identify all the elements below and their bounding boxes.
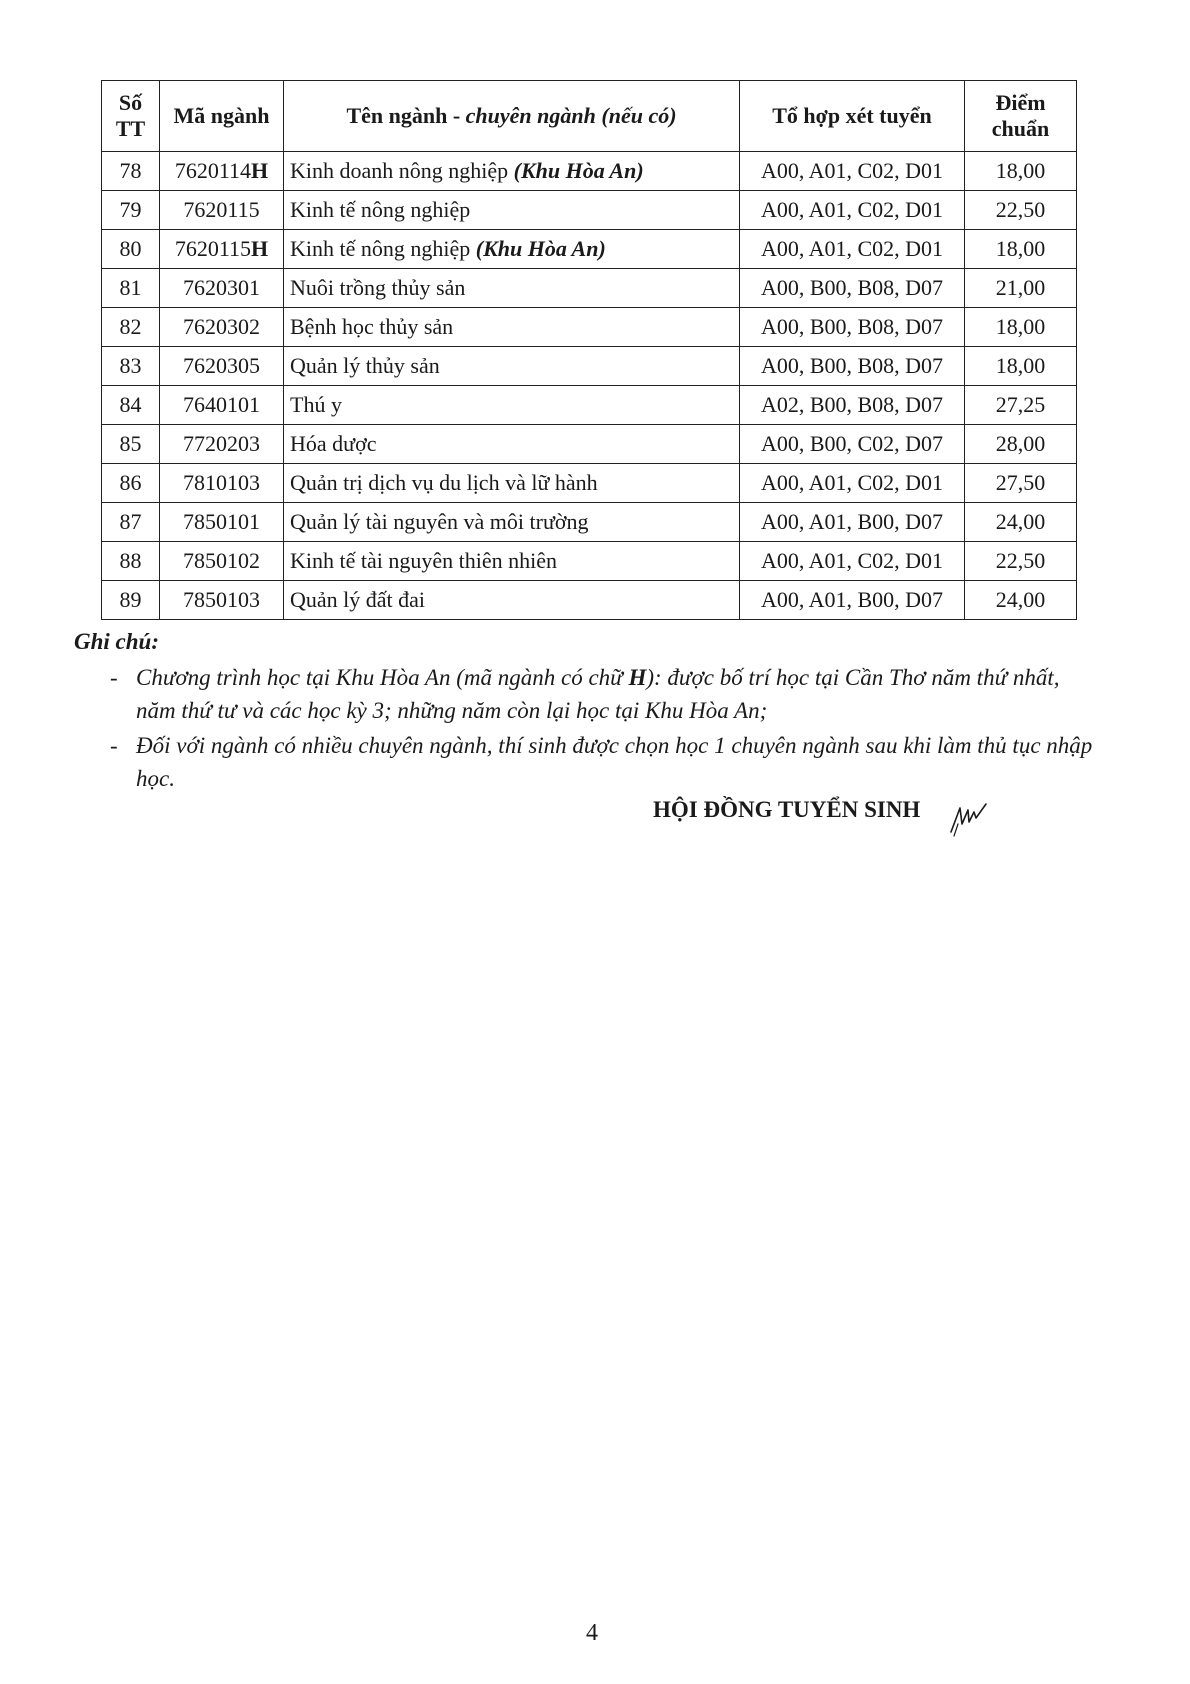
cell-name [284,347,740,386]
cell-name [284,191,740,230]
cell-score: 18,00 [965,347,1077,386]
cell-score: 24,00 [965,581,1077,620]
cell-score: 27,25 [965,386,1077,425]
cell-stt: 86 [102,464,160,503]
cell-score: 22,50 [965,191,1077,230]
cell-combo: A00, A01, C02, D01 [740,152,965,191]
cell-code [160,386,284,425]
cell-name [284,464,740,503]
cell-stt: 78 [102,152,160,191]
note1-text-start: Chương trình học tại Khu Hòa An (mã ngành có chữ [136,665,629,690]
table-row [102,191,1077,230]
cell-code [160,464,284,503]
code-number: 7720203 [183,431,260,456]
header-score-line1: Điểm [995,90,1046,115]
council-signoff: HỘI ĐỒNG TUYỂN SINH [653,797,921,822]
cell-name [284,152,740,191]
header-name-main: Tên ngành - [346,103,466,128]
cell-name [284,269,740,308]
notes-title: Ghi chú: [74,629,159,654]
cell-score: 28,00 [965,425,1077,464]
table-row [102,347,1077,386]
cell-name [284,308,740,347]
cell-code [160,191,284,230]
code-suffix: H [251,236,269,261]
cell-name [284,386,740,425]
cell-score: 24,00 [965,503,1077,542]
cell-score: 18,00 [965,230,1077,269]
cell-stt: 85 [102,425,160,464]
cell-code [160,542,284,581]
table-row [102,308,1077,347]
cell-stt: 81 [102,269,160,308]
cell-score: 21,00 [965,269,1077,308]
name-text: Hóa dược [290,431,377,456]
name-campus: (Khu Hòa An) [513,158,644,183]
name-text: Kinh tế nông nghiệp [290,197,471,222]
note-bullet: - [110,665,118,690]
name-text: Quản lý đất đai [290,587,426,612]
cell-name [284,503,740,542]
header-stt-line1: Số [118,90,143,115]
cell-combo: A00, A01, C02, D01 [740,542,965,581]
cell-combo: A00, A01, B00, D07 [740,581,965,620]
table-row [102,386,1077,425]
note-bullet: - [110,733,118,758]
cell-code [160,503,284,542]
code-number: 7810103 [183,470,260,495]
cell-combo: A00, A01, C02, D01 [740,230,965,269]
cell-name [284,425,740,464]
cell-name [284,542,740,581]
code-number: 7850101 [183,509,260,534]
page-number: 4 [586,1620,598,1646]
note1-text-end: ): được bố trí học tại Cần Thơ năm thứ nhất, năm thứ tư và các học kỳ 3; những năm còn lại học tại Khu Hòa An; [136,665,1060,723]
header-score-line2: chuẩn [991,116,1050,141]
name-text: Thú y [290,392,342,417]
code-suffix: H [251,158,269,183]
cell-combo: A00, B00, B08, D07 [740,347,965,386]
header-stt-line2: TT [115,116,146,141]
header-name-italic: chuyên ngành (nếu có) [465,103,677,128]
cell-combo: A00, B00, B08, D07 [740,308,965,347]
table-header-row [102,81,1077,152]
cell-combo: A00, B00, C02, D07 [740,425,965,464]
code-number: 7640101 [183,392,260,417]
header-combo: Tổ hợp xét tuyển [740,81,965,152]
cell-stt: 83 [102,347,160,386]
cell-name [284,230,740,269]
code-number: 7850103 [183,587,260,612]
cell-code [160,581,284,620]
table-row [102,503,1077,542]
code-number: 7850102 [183,548,260,573]
admission-score-table [101,80,1077,620]
table-row [102,152,1077,191]
cell-combo: A02, B00, B08, D07 [740,386,965,425]
cell-name [284,581,740,620]
code-number: 7620305 [183,353,260,378]
table-row [102,230,1077,269]
cell-combo: A00, A01, B00, D07 [740,503,965,542]
table-row [102,581,1077,620]
name-campus: (Khu Hòa An) [475,236,606,261]
name-text: Bệnh học thủy sản [290,314,454,339]
name-text: Quản lý thủy sản [290,353,440,378]
cell-code [160,308,284,347]
cell-combo: A00, A01, C02, D01 [740,191,965,230]
cell-score: 22,50 [965,542,1077,581]
code-number: 7620115 [174,236,252,261]
cell-score: 18,00 [965,308,1077,347]
cell-code [160,269,284,308]
cell-combo: A00, B00, B08, D07 [740,269,965,308]
code-number: 7620114 [174,158,252,183]
note-item [74,729,1094,795]
name-text: Quản lý tài nguyên và môi trường [290,509,589,534]
header-name [284,81,740,152]
header-stt [102,81,160,152]
cell-code [160,347,284,386]
signature-icon [948,798,988,838]
cell-stt: 88 [102,542,160,581]
header-code: Mã ngành [160,81,284,152]
note1-bold-letter: H [628,665,647,690]
name-text: Kinh tế nông nghiệp [290,236,476,261]
cell-stt: 84 [102,386,160,425]
cell-stt: 82 [102,308,160,347]
cell-code [160,425,284,464]
cell-code [160,152,284,191]
code-number: 7620301 [183,275,260,300]
name-text: Kinh doanh nông nghiệp [290,158,514,183]
notes-section [74,625,1094,795]
cell-stt: 80 [102,230,160,269]
cell-score: 18,00 [965,152,1077,191]
name-text: Kinh tế tài nguyên thiên nhiên [290,548,557,573]
cell-stt: 89 [102,581,160,620]
header-score [965,81,1077,152]
table-row [102,464,1077,503]
note-item [74,661,1094,727]
cell-stt: 87 [102,503,160,542]
cell-score: 27,50 [965,464,1077,503]
cell-code [160,230,284,269]
cell-combo: A00, A01, C02, D01 [740,464,965,503]
table-row [102,269,1077,308]
name-text: Quản trị dịch vụ du lịch và lữ hành [290,470,598,495]
table-row [102,542,1077,581]
note2-text: Đối với ngành có nhiều chuyên ngành, thí sinh được chọn học 1 chuyên ngành sau khi làm thủ tục nhập học. [136,733,1093,791]
code-number: 7620302 [183,314,260,339]
code-number: 7620115 [183,197,260,222]
name-text: Nuôi trồng thủy sản [290,275,466,300]
table-row [102,425,1077,464]
cell-stt: 79 [102,191,160,230]
